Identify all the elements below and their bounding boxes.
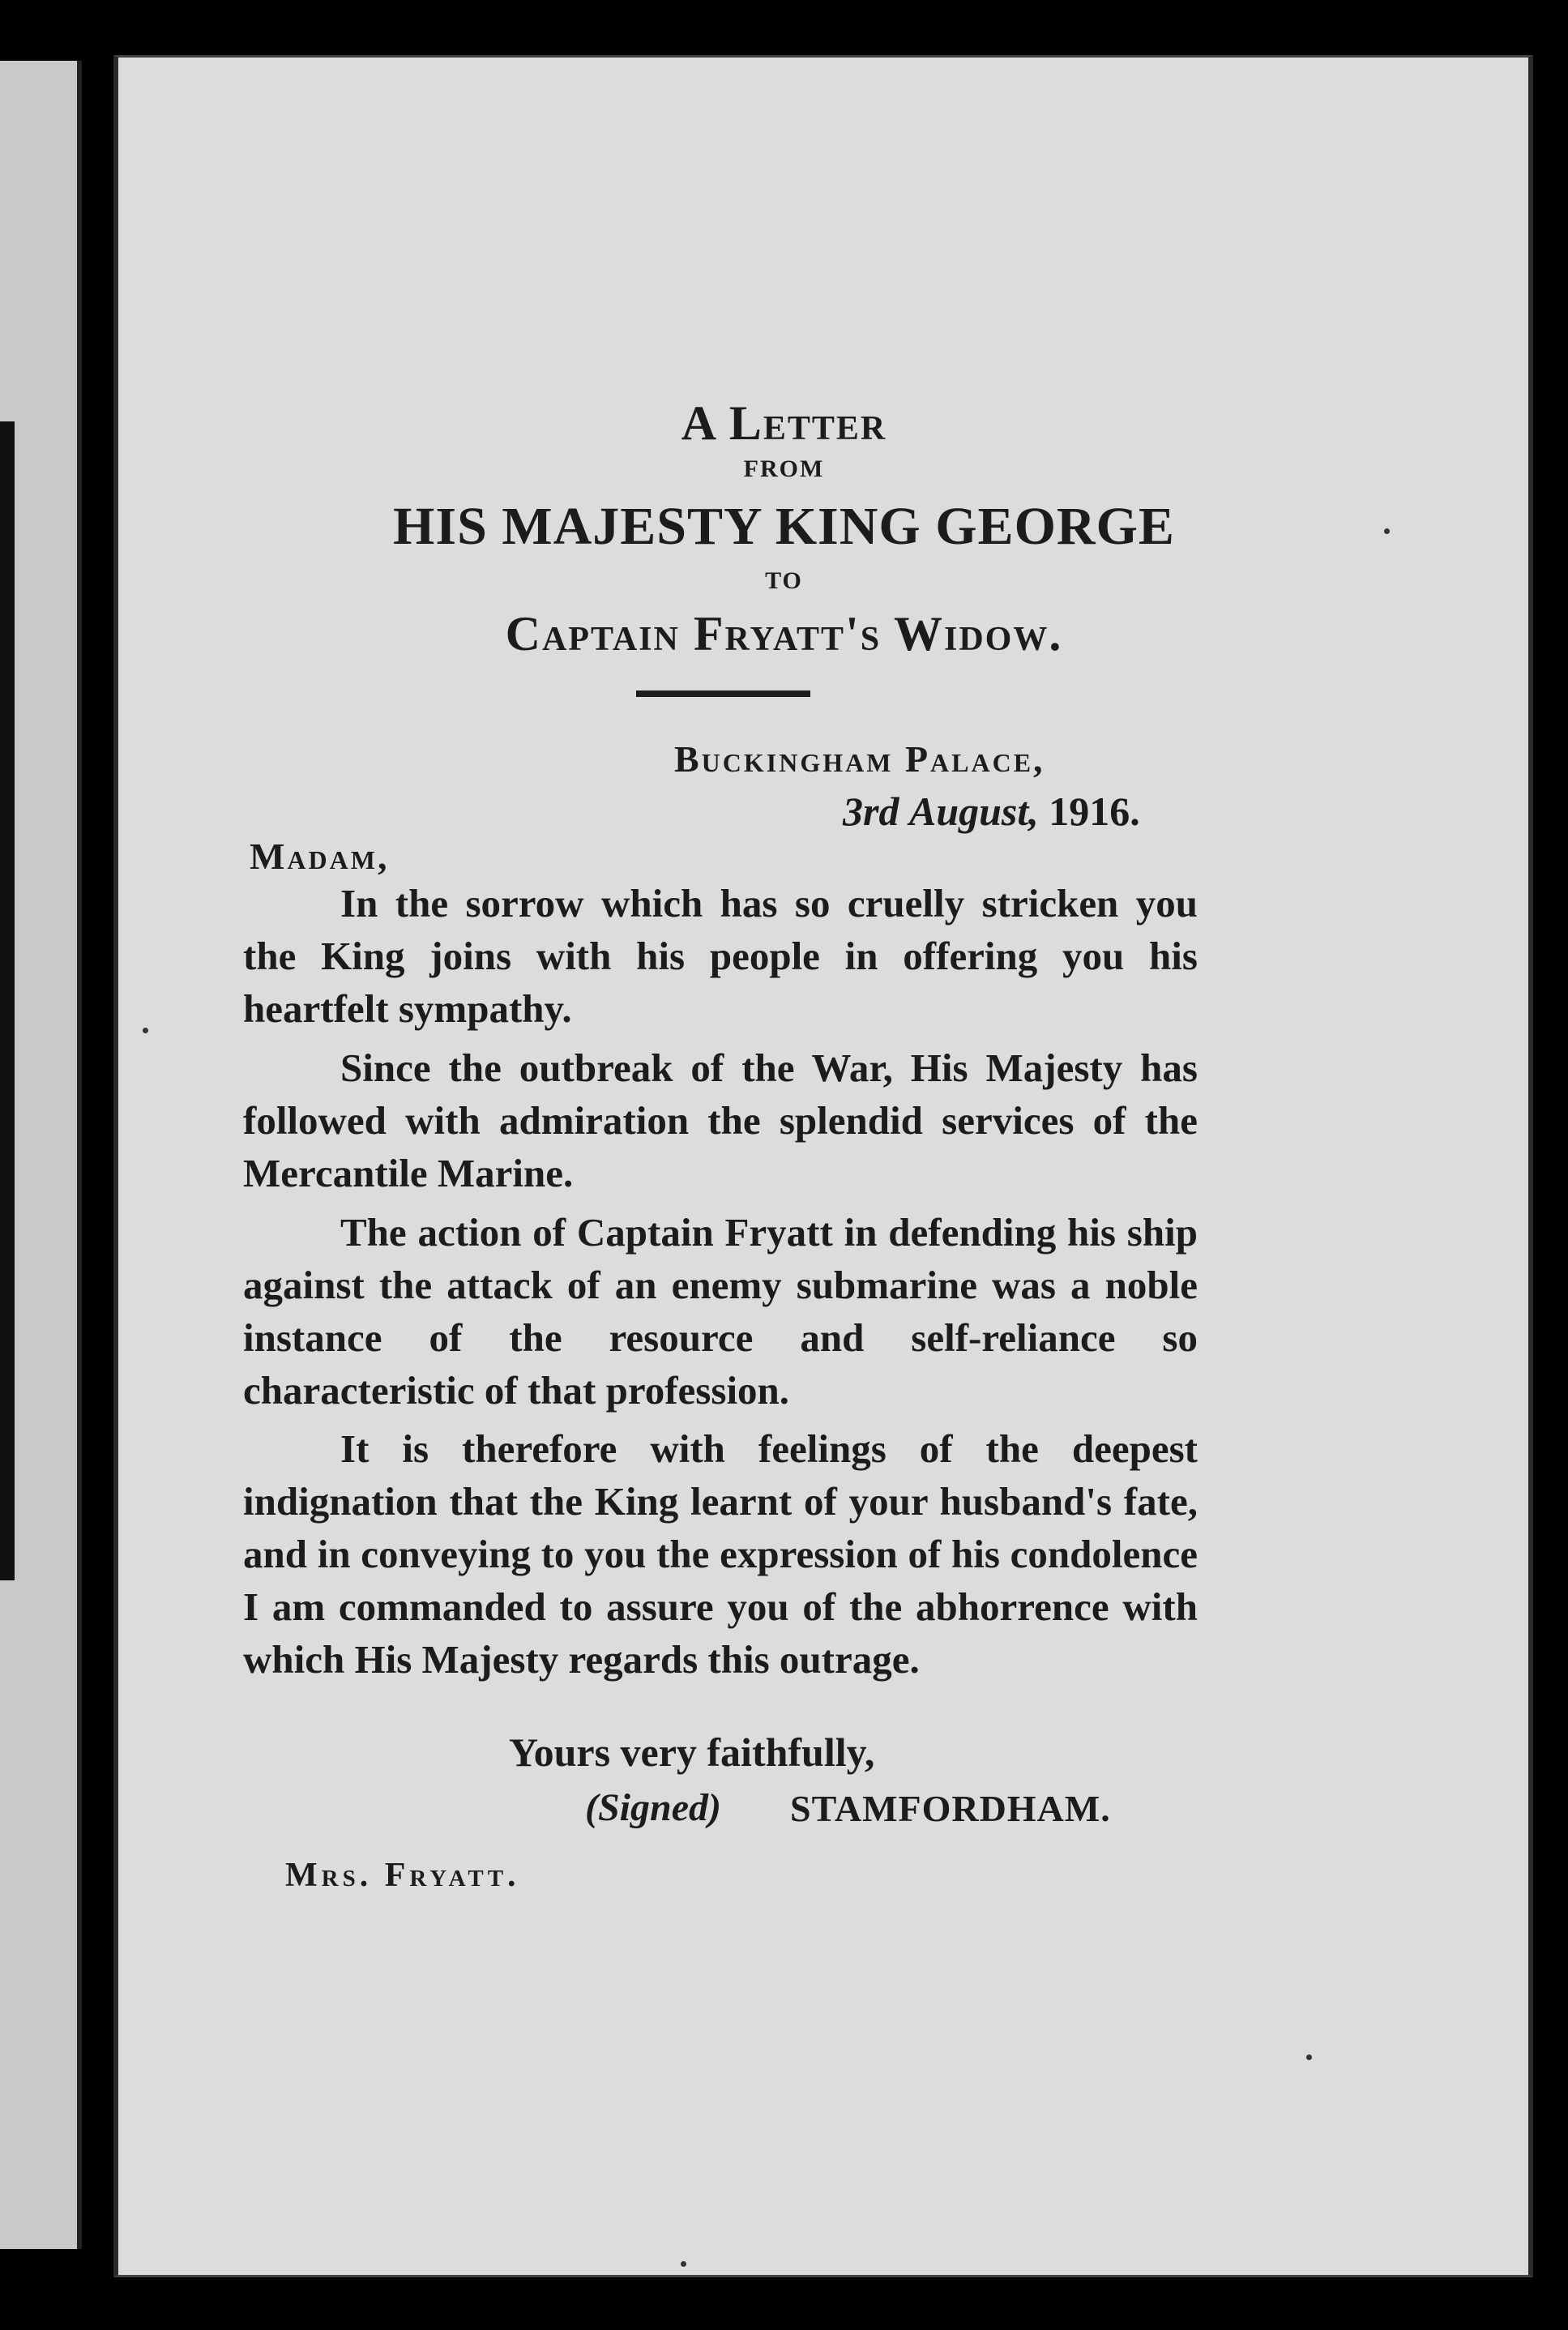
signed-label: (Signed): [585, 1786, 721, 1829]
previous-page-edge: [0, 61, 82, 2249]
letter-closing: Yours very faithfully,: [509, 1729, 875, 1775]
scan-speck: [1384, 528, 1390, 534]
heading-king-george: HIS MAJESTY KING GEORGE: [393, 497, 1175, 556]
page-shadow-band: [0, 421, 15, 1580]
scan-speck: [681, 2261, 686, 2267]
signatory-name: STAMFORDHAM.: [790, 1788, 1111, 1829]
heading-divider: [636, 690, 810, 697]
sender-address: Buckingham Palace,: [674, 738, 1045, 780]
letter-paragraph-1: In the sorrow which has so cruelly stricken you the King joins with his people in offering you his heartfelt sympathy.: [243, 881, 1198, 1031]
heading-a-letter: A Letter: [681, 396, 887, 450]
date-year: 1916.: [1049, 789, 1140, 834]
heading-to: TO: [765, 567, 803, 594]
heading-fryatt-widow: Captain Fryatt's Widow.: [505, 607, 1063, 661]
scan-speck: [1306, 2054, 1312, 2060]
letter-paragraph-4: It is therefore with feelings of the deepest indignation that the King learnt of your husband's fate, and in conveying to you the expression of his condolence I am commanded to assure you of the abhorrence with which His Majesty regards this outrage.: [243, 1426, 1198, 1682]
addressee: Mrs. Fryatt.: [285, 1857, 520, 1894]
letter-paragraph-3: The action of Captain Fryatt in defending his ship against the attack of an enemy submarine was a noble instance of the resource and self-reliance so characteristic of that profession.: [243, 1210, 1198, 1413]
scan-speck: [143, 1028, 148, 1033]
letter-date: [843, 788, 1140, 835]
date-day: 3rd: [843, 789, 899, 834]
heading-from: FROM: [743, 455, 825, 482]
salutation: Madam,: [250, 836, 390, 877]
date-month: August,: [908, 789, 1039, 834]
letter-paragraph-2: Since the outbreak of the War, His Majesty has followed with admiration the splendid services of the Mercantile Marine.: [243, 1045, 1198, 1195]
